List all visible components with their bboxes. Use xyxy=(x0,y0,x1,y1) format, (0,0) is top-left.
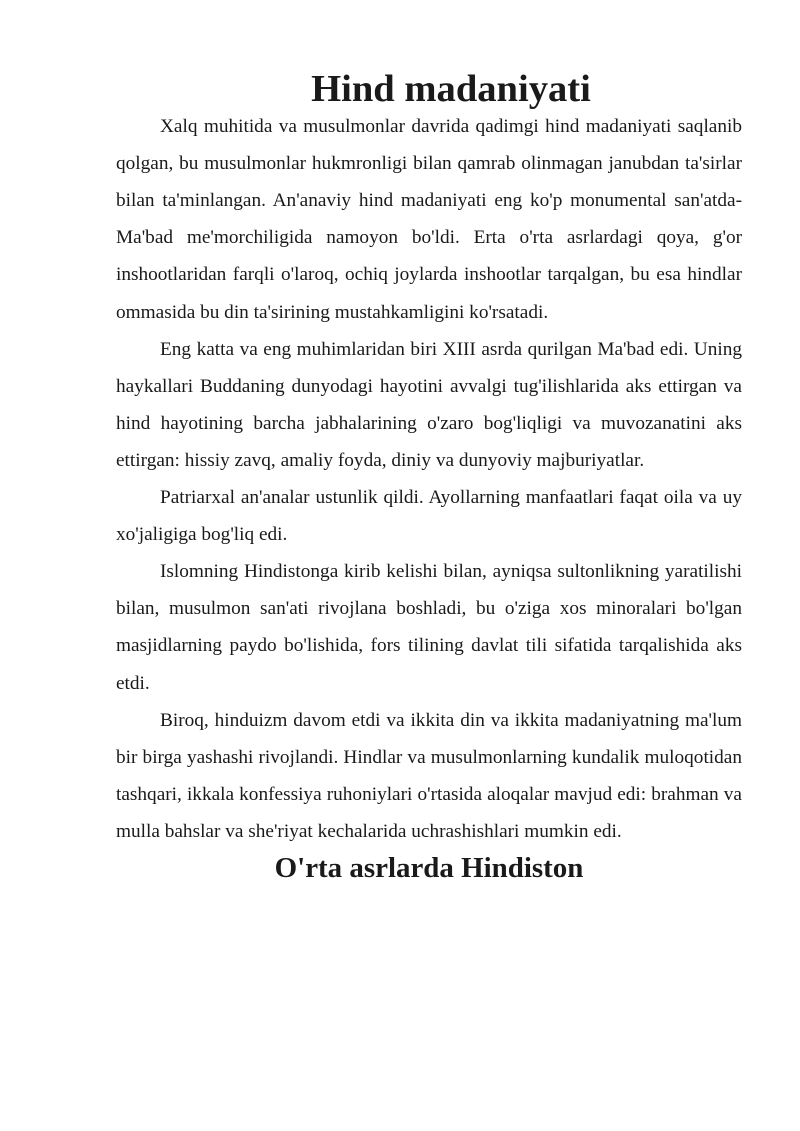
paragraph-1: Xalq muhitida va musulmonlar davrida qadimgi hind madaniyati saqlanib qolgan, bu musulmonlar hukmronligi bilan qamrab olinmagan janubdan ta'sirlar bilan ta'minlangan. An'anaviy hind madaniyati eng ko'p monumental san'atda-Ma'bad me'morchiligida namoyon bo'ldi. Erta o'rta asrlardagi qoya, g'or inshootlaridan farqli o'laroq, ochiq joylarda inshootlar tarqalgan, bu esa hindlar ommasida bu din ta'sirining mustahkamligini ko'rsatadi. xyxy=(116,116,742,323)
paragraph-4: Islomning Hindistonga kirib kelishi bilan, ayniqsa sultonlikning yaratilishi bilan, musulmon san'ati rivojlana boshladi, bu o'ziga xos minoralari bo'lgan masjidlarning paydo bo'lishida, fors tilining davlat tili sifatida tarqalishida aks etdi. xyxy=(116,561,742,694)
paragraph-5: Biroq, hinduizm davom etdi va ikkita din va ikkita madaniyatning ma'lum bir birga yashashi rivojlandi. Hindlar va musulmonlarning kundalik muloqotidan tashqari, ikkala konfessiya ruhoniylari o'rtasida aloqalar mavjud edi: brahman va mulla bahslar va she'riyat kechalarida uchrashishlari mumkin edi. xyxy=(116,709,742,842)
section-heading: O'rta asrlarda Hindiston xyxy=(274,851,584,884)
document-title: Hind madaniyati xyxy=(311,68,591,110)
paragraph-2: Eng katta va eng muhimlaridan biri XIII asrda qurilgan Ma'bad edi. Uning haykallari Buddaning dunyodagi hayotini avvalgi tug'ilishlarida aks ettirgan va hind hayotining barcha jabhalarining o'zaro bog'liqligi va muvozanatini aks ettirgan: hissiy zavq, amaliy foyda, diniy va dunyoviy majburiyatlar. xyxy=(116,338,742,471)
paragraph-3: Patriarxal an'analar ustunlik qildi. Ayollarning manfaatlari faqat oila va uy xo'jaligiga bog'liq edi. xyxy=(116,487,742,546)
document-body xyxy=(116,68,742,887)
